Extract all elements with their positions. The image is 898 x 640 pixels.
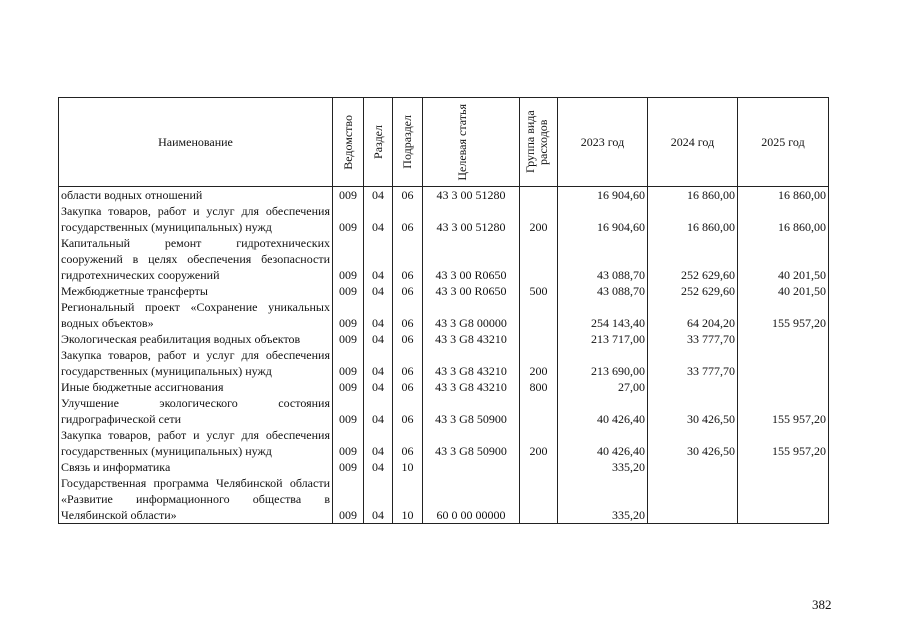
row-2024: 64 204,20 [648,299,738,331]
row-2023: 213 717,00 [558,331,648,347]
table-row [59,299,829,331]
header-2024: 2024 год [648,98,738,187]
row-2025: 16 860,00 [738,203,829,235]
row-name: Экологическая реабилитация водных объектов [59,331,333,347]
row-tselevaya: 43 3 G8 43210 [423,331,520,347]
row-gruppa [520,299,558,331]
row-2024: 30 426,50 [648,395,738,427]
row-razdel: 04 [364,347,393,379]
table-row [59,475,829,524]
row-vedomstvo: 009 [333,299,364,331]
table-header [59,98,829,187]
row-2024: 33 777,70 [648,347,738,379]
row-tselevaya: 43 3 G8 43210 [423,379,520,395]
row-gruppa: 200 [520,203,558,235]
row-gruppa: 500 [520,283,558,299]
row-gruppa [520,475,558,524]
row-gruppa [520,235,558,283]
row-podrazdel: 06 [393,283,423,299]
row-vedomstvo: 009 [333,187,364,204]
row-podrazdel: 06 [393,299,423,331]
row-2024: 252 629,60 [648,283,738,299]
table-row [59,203,829,235]
row-2025 [738,459,829,475]
row-vedomstvo: 009 [333,459,364,475]
row-razdel: 04 [364,299,393,331]
row-2025: 16 860,00 [738,187,829,204]
row-name: области водных отношений [59,187,333,204]
row-name: Капитальный ремонт гидротехнических сооружений в целях обеспечения безопасности гидротехнических сооружений [59,235,333,283]
row-name: Закупка товаров, работ и услуг для обеспечения государственных (муниципальных) нужд [59,203,333,235]
row-podrazdel: 06 [393,331,423,347]
table-row [59,187,829,204]
header-tselevaya-statya: Целевая статья [423,98,520,187]
row-gruppa: 200 [520,427,558,459]
row-name: Государственная программа Челябинской области «Развитие информационного общества в Челябинской области» [59,475,333,524]
row-vedomstvo: 009 [333,203,364,235]
row-2023: 16 904,60 [558,203,648,235]
row-gruppa [520,331,558,347]
row-2024: 252 629,60 [648,235,738,283]
row-razdel: 04 [364,203,393,235]
row-razdel: 04 [364,459,393,475]
row-vedomstvo: 009 [333,475,364,524]
row-vedomstvo: 009 [333,331,364,347]
row-name: Иные бюджетные ассигнования [59,379,333,395]
row-gruppa [520,187,558,204]
row-razdel: 04 [364,427,393,459]
row-2023: 213 690,00 [558,347,648,379]
header-name: Наименование [59,98,333,187]
row-razdel: 04 [364,187,393,204]
row-2025 [738,347,829,379]
row-2023: 40 426,40 [558,395,648,427]
row-razdel: 04 [364,331,393,347]
row-2023: 43 088,70 [558,235,648,283]
row-tselevaya: 43 3 G8 43210 [423,347,520,379]
row-2024: 30 426,50 [648,427,738,459]
row-tselevaya: 43 3 00 51280 [423,203,520,235]
row-tselevaya [423,459,520,475]
row-tselevaya: 43 3 G8 50900 [423,395,520,427]
row-2025: 40 201,50 [738,283,829,299]
row-2025 [738,379,829,395]
row-tselevaya: 60 0 00 00000 [423,475,520,524]
row-2025: 40 201,50 [738,235,829,283]
row-2025: 155 957,20 [738,395,829,427]
row-2024 [648,459,738,475]
header-2025: 2025 год [738,98,829,187]
row-2024 [648,475,738,524]
row-2023: 16 904,60 [558,187,648,204]
header-gruppa-vida-raskhodov: Группа вида расходов [520,98,558,187]
row-razdel: 04 [364,475,393,524]
row-2025 [738,475,829,524]
budget-table [58,97,829,524]
row-2023: 40 426,40 [558,427,648,459]
row-2023: 335,20 [558,459,648,475]
row-name: Улучшение экологического состояния гидрографической сети [59,395,333,427]
row-podrazdel: 06 [393,235,423,283]
row-podrazdel: 06 [393,203,423,235]
table-row [59,379,829,395]
row-podrazdel: 10 [393,459,423,475]
header-razdel: Раздел [364,98,393,187]
page-number: 382 [812,597,832,612]
table-row [59,283,829,299]
row-2023: 43 088,70 [558,283,648,299]
row-2025: 155 957,20 [738,299,829,331]
row-2024: 16 860,00 [648,187,738,204]
header-vedomstvo: Ведомство [333,98,364,187]
row-vedomstvo: 009 [333,235,364,283]
row-tselevaya: 43 3 G8 50900 [423,427,520,459]
row-gruppa [520,459,558,475]
table-row [59,235,829,283]
row-razdel: 04 [364,379,393,395]
row-tselevaya: 43 3 00 R0650 [423,283,520,299]
row-2024: 16 860,00 [648,203,738,235]
row-2023: 335,20 [558,475,648,524]
row-razdel: 04 [364,395,393,427]
row-2025 [738,331,829,347]
header-2023: 2023 год [558,98,648,187]
row-podrazdel: 06 [393,187,423,204]
row-2024 [648,379,738,395]
row-name: Региональный проект «Сохранение уникальных водных объектов» [59,299,333,331]
row-name: Закупка товаров, работ и услуг для обеспечения государственных (муниципальных) нужд [59,427,333,459]
row-vedomstvo: 009 [333,283,364,299]
row-2025: 155 957,20 [738,427,829,459]
row-vedomstvo: 009 [333,395,364,427]
header-podrazdel: Подраздел [393,98,423,187]
row-podrazdel: 06 [393,427,423,459]
row-gruppa: 200 [520,347,558,379]
table-row [59,395,829,427]
table-row [59,331,829,347]
row-razdel: 04 [364,235,393,283]
row-name: Межбюджетные трансферты [59,283,333,299]
row-tselevaya: 43 3 00 51280 [423,187,520,204]
row-2023: 254 143,40 [558,299,648,331]
table-body [59,187,829,524]
row-vedomstvo: 009 [333,427,364,459]
table-row [59,459,829,475]
row-2024: 33 777,70 [648,331,738,347]
row-vedomstvo: 009 [333,347,364,379]
row-gruppa: 800 [520,379,558,395]
row-podrazdel: 06 [393,347,423,379]
row-name: Связь и информатика [59,459,333,475]
row-2023: 27,00 [558,379,648,395]
row-podrazdel: 06 [393,395,423,427]
row-razdel: 04 [364,283,393,299]
row-gruppa [520,395,558,427]
row-podrazdel: 06 [393,379,423,395]
row-tselevaya: 43 3 00 R0650 [423,235,520,283]
row-podrazdel: 10 [393,475,423,524]
table-row [59,347,829,379]
row-vedomstvo: 009 [333,379,364,395]
table-row [59,427,829,459]
row-name: Закупка товаров, работ и услуг для обеспечения государственных (муниципальных) нужд [59,347,333,379]
row-tselevaya: 43 3 G8 00000 [423,299,520,331]
